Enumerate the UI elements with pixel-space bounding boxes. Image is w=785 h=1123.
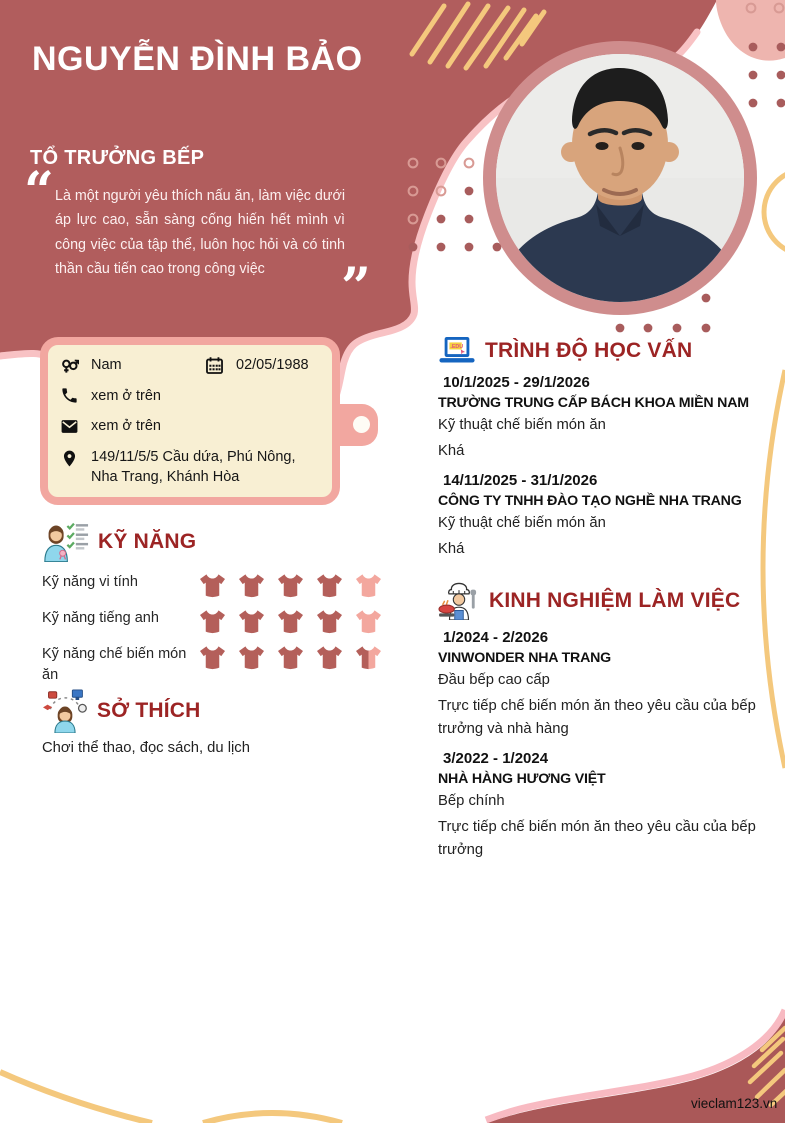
skill-rating [198,609,383,634]
yellow-arc-bottom-left [0,1072,152,1123]
experience-item [438,629,778,741]
experience-role: Bếp chính [438,793,505,809]
email-value: xem ở trên [91,418,161,435]
hobbies-heading: SỞ THÍCH [97,699,201,722]
education-grade: Khá [438,443,465,459]
experience-company: NHÀ HÀNG HƯƠNG VIỆT [438,771,606,787]
career-objective: Là một người yêu thích nấu ăn, làm việc dưới áp lực cao, sẵn sàng cống hiến hết mình vì công việc của tập thể, luôn học hỏi và có tinh thần cầu tiến cao trong công việc [55,188,345,277]
experience-description: Trực tiếp chế biến món ăn theo yêu cầu của bếp trưởng [438,819,756,858]
education-item [438,374,778,463]
education-school: CÔNG TY TNHH ĐÀO TẠO NGHỀ NHA TRANG [438,493,742,509]
skill-level-shirt-icon [354,609,383,634]
education-major: Kỹ thuật chế biến món ăn [438,417,606,433]
education-grade: Khá [438,541,465,557]
skill-level-shirt-icon [276,645,305,670]
skill-level-shirt-icon [237,609,266,634]
close-quote-icon: ” [341,257,371,318]
gender-icon [60,356,79,375]
education-period: 10/1/2025 - 29/1/2026 [443,374,590,391]
hobbies-icon [42,689,88,733]
skill-rating [198,645,383,670]
experience-heading-row [438,582,778,620]
skill-row [42,644,392,686]
yellow-arc-bottom-center [203,1113,342,1123]
hobbies-section [42,689,392,756]
skill-label: Kỹ năng chế biến món ăn [42,646,187,683]
experience-period: 1/2024 - 2/2026 [443,629,549,646]
skill-level-shirt-icon [315,645,344,670]
skills-heading-row [42,521,392,562]
experience-section [438,582,778,862]
open-quote-icon: “ [24,161,54,222]
contact-card [40,337,340,505]
email-row [60,416,320,436]
skill-level-shirt-icon [198,609,227,634]
candidate-name: NGUYỄN ĐÌNH BẢO [32,40,363,78]
skills-heading: KỸ NĂNG [98,529,197,553]
skill-level-shirt-icon [276,573,305,598]
calendar-icon [205,356,224,375]
gender-value: Nam [91,357,122,373]
skill-label: Kỹ năng tiếng anh [42,610,159,626]
experience-item [438,750,778,862]
experience-period: 3/2022 - 1/2024 [443,750,549,767]
skill-level-shirt-icon [354,645,383,670]
skill-row [42,572,392,598]
experience-entries [438,629,778,862]
skill-level-shirt-icon [198,573,227,598]
skill-rating [198,573,383,598]
skill-level-shirt-icon [354,573,383,598]
address-value: 149/11/5/5 Cầu dứa, Phú Nông, Nha Trang, Khánh Hòa [91,448,296,485]
address-row [60,447,320,487]
skill-level-shirt-icon [315,609,344,634]
cutting-board-handle [334,404,378,446]
location-icon [60,449,79,468]
skills-section [42,521,392,686]
skill-level-shirt-icon [237,645,266,670]
chef-icon [438,582,480,620]
birthday-value: 02/05/1988 [236,357,309,373]
education-item [438,472,778,561]
skills-badge-icon [42,521,89,562]
education-period: 14/11/2025 - 31/1/2026 [443,472,598,489]
skill-row [42,608,392,634]
portrait-illustration [496,54,744,302]
right-column [438,336,778,862]
handle-hole [353,416,370,433]
job-title: TỔ TRƯỞNG BẾP [30,147,205,169]
yellow-circle-small [764,169,785,255]
experience-description: Trực tiếp chế biến món ăn theo yêu cầu của bếp trưởng và nhà hàng [438,698,756,737]
hobbies-heading-row [42,689,392,733]
education-major: Kỹ thuật chế biến món ăn [438,515,606,531]
svg-text:.EDU: .EDU [450,343,464,350]
phone-value: xem ở trên [91,387,161,404]
experience-heading: KINH NGHIỆM LÀM VIỆC [489,589,741,612]
education-heading-row [438,336,778,365]
laptop-edu-icon [438,336,476,365]
brand-watermark: vieclam123.vn [691,1096,778,1111]
email-icon [60,417,79,436]
education-heading: TRÌNH ĐỘ HỌC VẤN [485,338,693,362]
skill-level-shirt-icon [237,573,266,598]
skill-level-shirt-icon [276,609,305,634]
education-school: TRƯỜNG TRUNG CẤP BÁCH KHOA MIỀN NAM [438,395,749,411]
experience-company: VINWONDER NHA TRANG [438,650,612,666]
experience-role: Đầu bếp cao cấp [438,672,550,688]
skill-label: Kỹ năng vi tính [42,574,138,590]
education-entries [438,374,778,561]
skill-level-shirt-icon [315,573,344,598]
skill-level-shirt-icon [198,645,227,670]
gender-birthday-row [60,355,320,375]
profile-photo [483,41,757,315]
phone-icon [60,386,79,405]
phone-row [60,386,320,406]
skills-rows [42,572,392,686]
hobbies-text: Chơi thể thao, đọc sách, du lịch [42,740,250,756]
education-section [438,336,778,561]
